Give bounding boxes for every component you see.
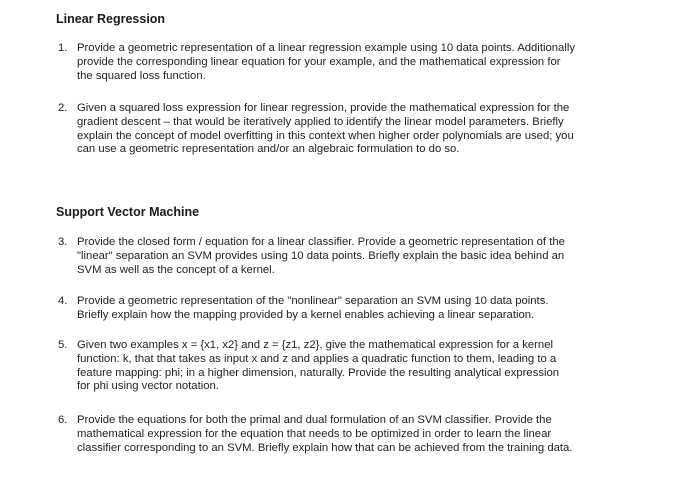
question-text: Provide the equations for both the primal and dual formulation of an SVM classifier. Provide the mathematical expression for the equation that needs to be optimized in order to learn the linear classifier corresponding to an SVM. Briefly explain how that can be achieved from the training data. xyxy=(77,414,573,454)
question-3 xyxy=(58,236,658,277)
question-text: Given two examples x = {x1, x2} and z = {z1, z2}, give the mathematical expression for a kernel function: k, that that takes as input x and z and applies a quadratic function to them, leading to a feature mapping: phi; in a higher dimension, naturally. Provide the resulting analytical expression for phi using vector notation. xyxy=(77,339,560,393)
question-number: 4. xyxy=(58,295,68,307)
question-text: Provide a geometric representation of a linear regression example using 10 data points. Additionally provide the corresponding linear equation for your example, and the mathematical expression for the squared loss function. xyxy=(77,42,575,82)
section-title-support-vector-machine: Support Vector Machine xyxy=(56,205,200,219)
question-6 xyxy=(58,414,658,455)
question-4 xyxy=(58,295,658,323)
question-number: 6. xyxy=(58,414,68,426)
question-5 xyxy=(58,339,658,394)
section-title-linear-regression: Linear Regression xyxy=(56,12,166,26)
question-number: 3. xyxy=(58,236,68,248)
question-number: 5. xyxy=(58,339,68,351)
question-text: Provide the closed form / equation for a linear classifier. Provide a geometric representation of the "linear" separation an SVM provides using 10 data points. Briefly explain the basic idea behind an SVM as well as the concept of a kernel. xyxy=(77,236,565,276)
question-text: Provide a geometric representation of the "nonlinear" separation an SVM using 10 data points. Briefly explain how the mapping provided by a kernel enables achieving a linear separation. xyxy=(77,295,549,321)
question-text: Given a squared loss expression for linear regression, provide the mathematical expression for the gradient descent – that would be iteratively applied to identify the linear model parameters. Briefly explain the concept of model overfitting in this context when higher order polynomials are used; you can use a geometric representation and/or an algebraic formulation to do so. xyxy=(77,102,574,156)
question-number: 1. xyxy=(58,42,68,54)
question-number: 2. xyxy=(58,102,68,114)
question-2 xyxy=(58,102,658,157)
question-1 xyxy=(58,42,658,83)
